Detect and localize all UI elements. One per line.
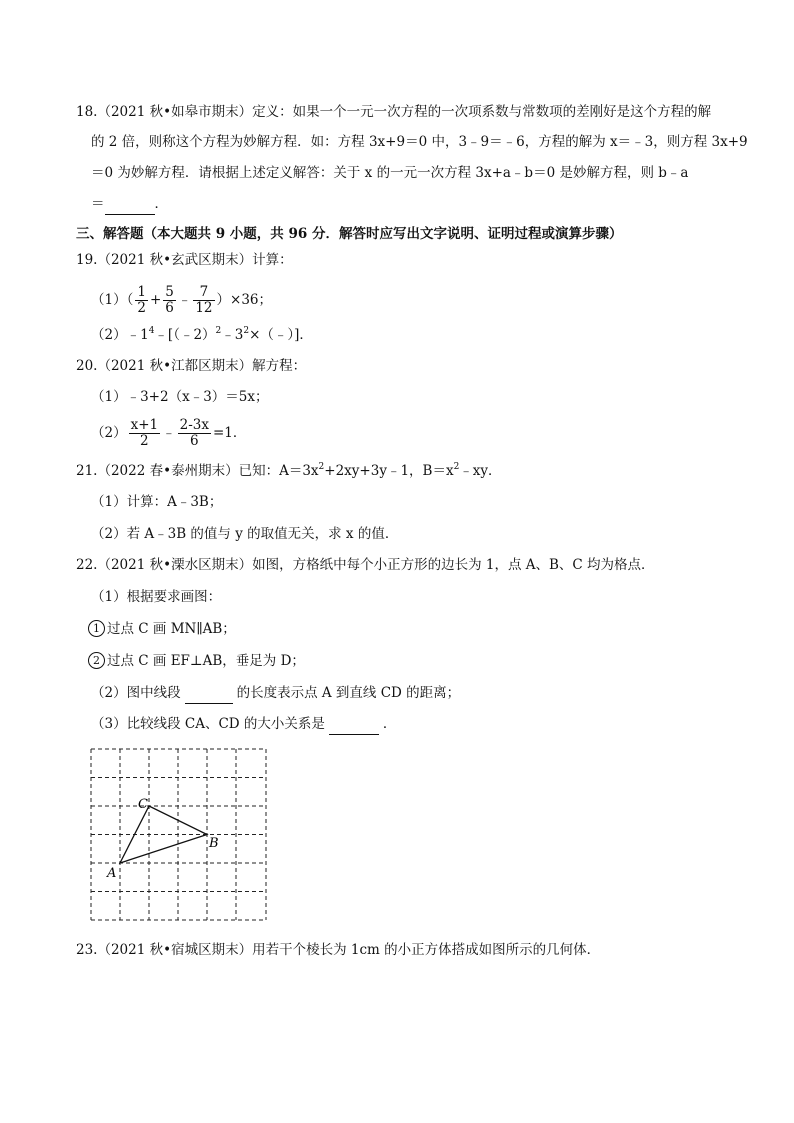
q21-part-2: （2）若 A﹣3B 的值与 y 的取值无关，求 x 的值． xyxy=(91,526,399,542)
q22-p3-answer-blank xyxy=(329,714,379,735)
q21-exponent-1: 2 xyxy=(318,462,325,472)
q19-p2-b: ﹣[（﹣2） xyxy=(154,327,216,343)
fraction-numerator: 1 xyxy=(137,284,146,300)
q22-part-1: （1）根据要求画图： xyxy=(91,589,222,605)
q19-p1-suffix: ）×36； xyxy=(216,292,273,308)
q18-equals: ＝ xyxy=(91,196,105,212)
point-a-label: A xyxy=(107,866,117,881)
q18-line-3: ＝0 为妙解方程．请根据上述定义解答：关于 x 的一元一次方程 3x+a﹣b＝0 是妙解方程，则 b﹣a xyxy=(91,165,689,181)
q21-part-1: （1）计算：A﹣3B； xyxy=(91,494,223,510)
point-b-label: B xyxy=(209,836,219,851)
q22-title: 22.（2021 秋•溧水区期末）如图，方格纸中每个小正方形的边长为 1，点 A、B、C 均为格点． xyxy=(76,557,655,573)
q20-fraction-1 xyxy=(129,418,161,449)
q22-grid-figure xyxy=(88,746,273,924)
q22-step-2 xyxy=(88,651,305,671)
q22-part-3 xyxy=(91,714,396,735)
q19-p1-prefix: （1）（ xyxy=(91,292,134,308)
q21-exponent-2: 2 xyxy=(453,462,460,472)
q22-p3-suffix: ． xyxy=(382,716,397,732)
fraction-denominator: 12 xyxy=(195,300,213,316)
q19-p2-c: ﹣3 xyxy=(221,327,244,343)
q19-exponent-2: 2 xyxy=(215,326,222,336)
q20-fraction-2 xyxy=(178,418,211,449)
q20-part-2 xyxy=(91,416,246,450)
q22-p2-answer-blank xyxy=(185,683,233,704)
q18-period: ． xyxy=(154,196,168,212)
fraction-denominator: 2 xyxy=(140,433,149,449)
fraction-numerator: 7 xyxy=(193,285,214,301)
point-c-label: C xyxy=(138,797,148,812)
q19-fraction-1 xyxy=(135,285,148,316)
q19-exponent-3: 2 xyxy=(243,326,250,336)
q22-step-2-text: 过点 C 画 EF⊥AB，垂足为 D； xyxy=(107,653,305,669)
q18-answer-blank xyxy=(105,194,155,215)
q22-p3-prefix: （3）比较线段 CA、CD 的大小关系是 xyxy=(91,716,325,732)
fraction-denominator: 6 xyxy=(189,433,199,449)
fraction-numerator: x+1 xyxy=(130,417,159,433)
q18-line-2: 的 2 倍，则称这个方程为妙解方程．如：方程 3x+9＝0 中，3﹣9＝﹣6，方程的解为 x＝﹣3，则方程 3x+9 xyxy=(91,134,748,150)
q19-op-1: + xyxy=(149,292,162,308)
q22-p2-prefix: （2）图中线段 xyxy=(91,685,181,701)
q19-part-1 xyxy=(91,283,272,317)
q19-fraction-3 xyxy=(193,285,214,316)
circled-number-1: 1 xyxy=(88,620,105,637)
q20-part-1: （1）﹣3+2（x﹣3）＝5x； xyxy=(91,389,269,405)
q22-part-2 xyxy=(91,683,460,704)
q21-title-b: +2xy+3y﹣1，B＝x xyxy=(324,463,454,479)
q19-part-2 xyxy=(91,325,313,345)
q18-line-4 xyxy=(91,194,168,215)
q23-title: 23.（2021 秋•宿城区期末）用若干个棱长为 1cm 的小正方体搭成如图所示的几何体． xyxy=(76,942,601,958)
q20-p2-prefix: （2） xyxy=(91,425,127,441)
q22-p2-suffix: 的长度表示点 A 到直线 CD 的距离； xyxy=(236,685,461,701)
q20-op: ﹣ xyxy=(162,425,176,441)
q19-fraction-2 xyxy=(163,285,176,316)
q21-title-a: 21.（2022 春•泰州期末）已知：A＝3x xyxy=(76,463,319,479)
fraction-denominator: 2 xyxy=(137,300,146,316)
q18-line-1: 18.（2021 秋•如皋市期末）定义：如果一个一元一次方程的一次项系数与常数项的差刚好是这个方程的解 xyxy=(76,104,712,120)
q19-title: 19.（2021 秋•玄武区期末）计算： xyxy=(76,252,293,268)
q20-p2-suffix: =1． xyxy=(212,425,247,441)
fraction-denominator: 6 xyxy=(165,300,174,316)
q19-p2-d: ×（﹣）]． xyxy=(249,327,313,343)
fraction-numerator: 2-3x xyxy=(179,417,209,433)
q19-p2-a: （2）﹣1 xyxy=(91,327,149,343)
q20-title: 20.（2021 秋•江都区期末）解方程： xyxy=(76,358,307,374)
q22-step-1 xyxy=(88,619,236,639)
q21-title xyxy=(76,461,502,481)
q22-step-1-text: 过点 C 画 MN∥AB； xyxy=(107,621,236,637)
fraction-numerator: 5 xyxy=(165,284,174,300)
section-3-heading: 三、解答题（本大题共 9 小题，共 96 分．解答时应写出文字说明、证明过程或演算步骤） xyxy=(76,226,623,242)
q19-exponent-1: 4 xyxy=(148,326,155,336)
circled-number-2: 2 xyxy=(88,652,105,669)
q21-title-c: ﹣xy． xyxy=(459,463,502,479)
q19-op-2: ﹣ xyxy=(177,292,192,308)
dashed-grid xyxy=(91,749,266,920)
